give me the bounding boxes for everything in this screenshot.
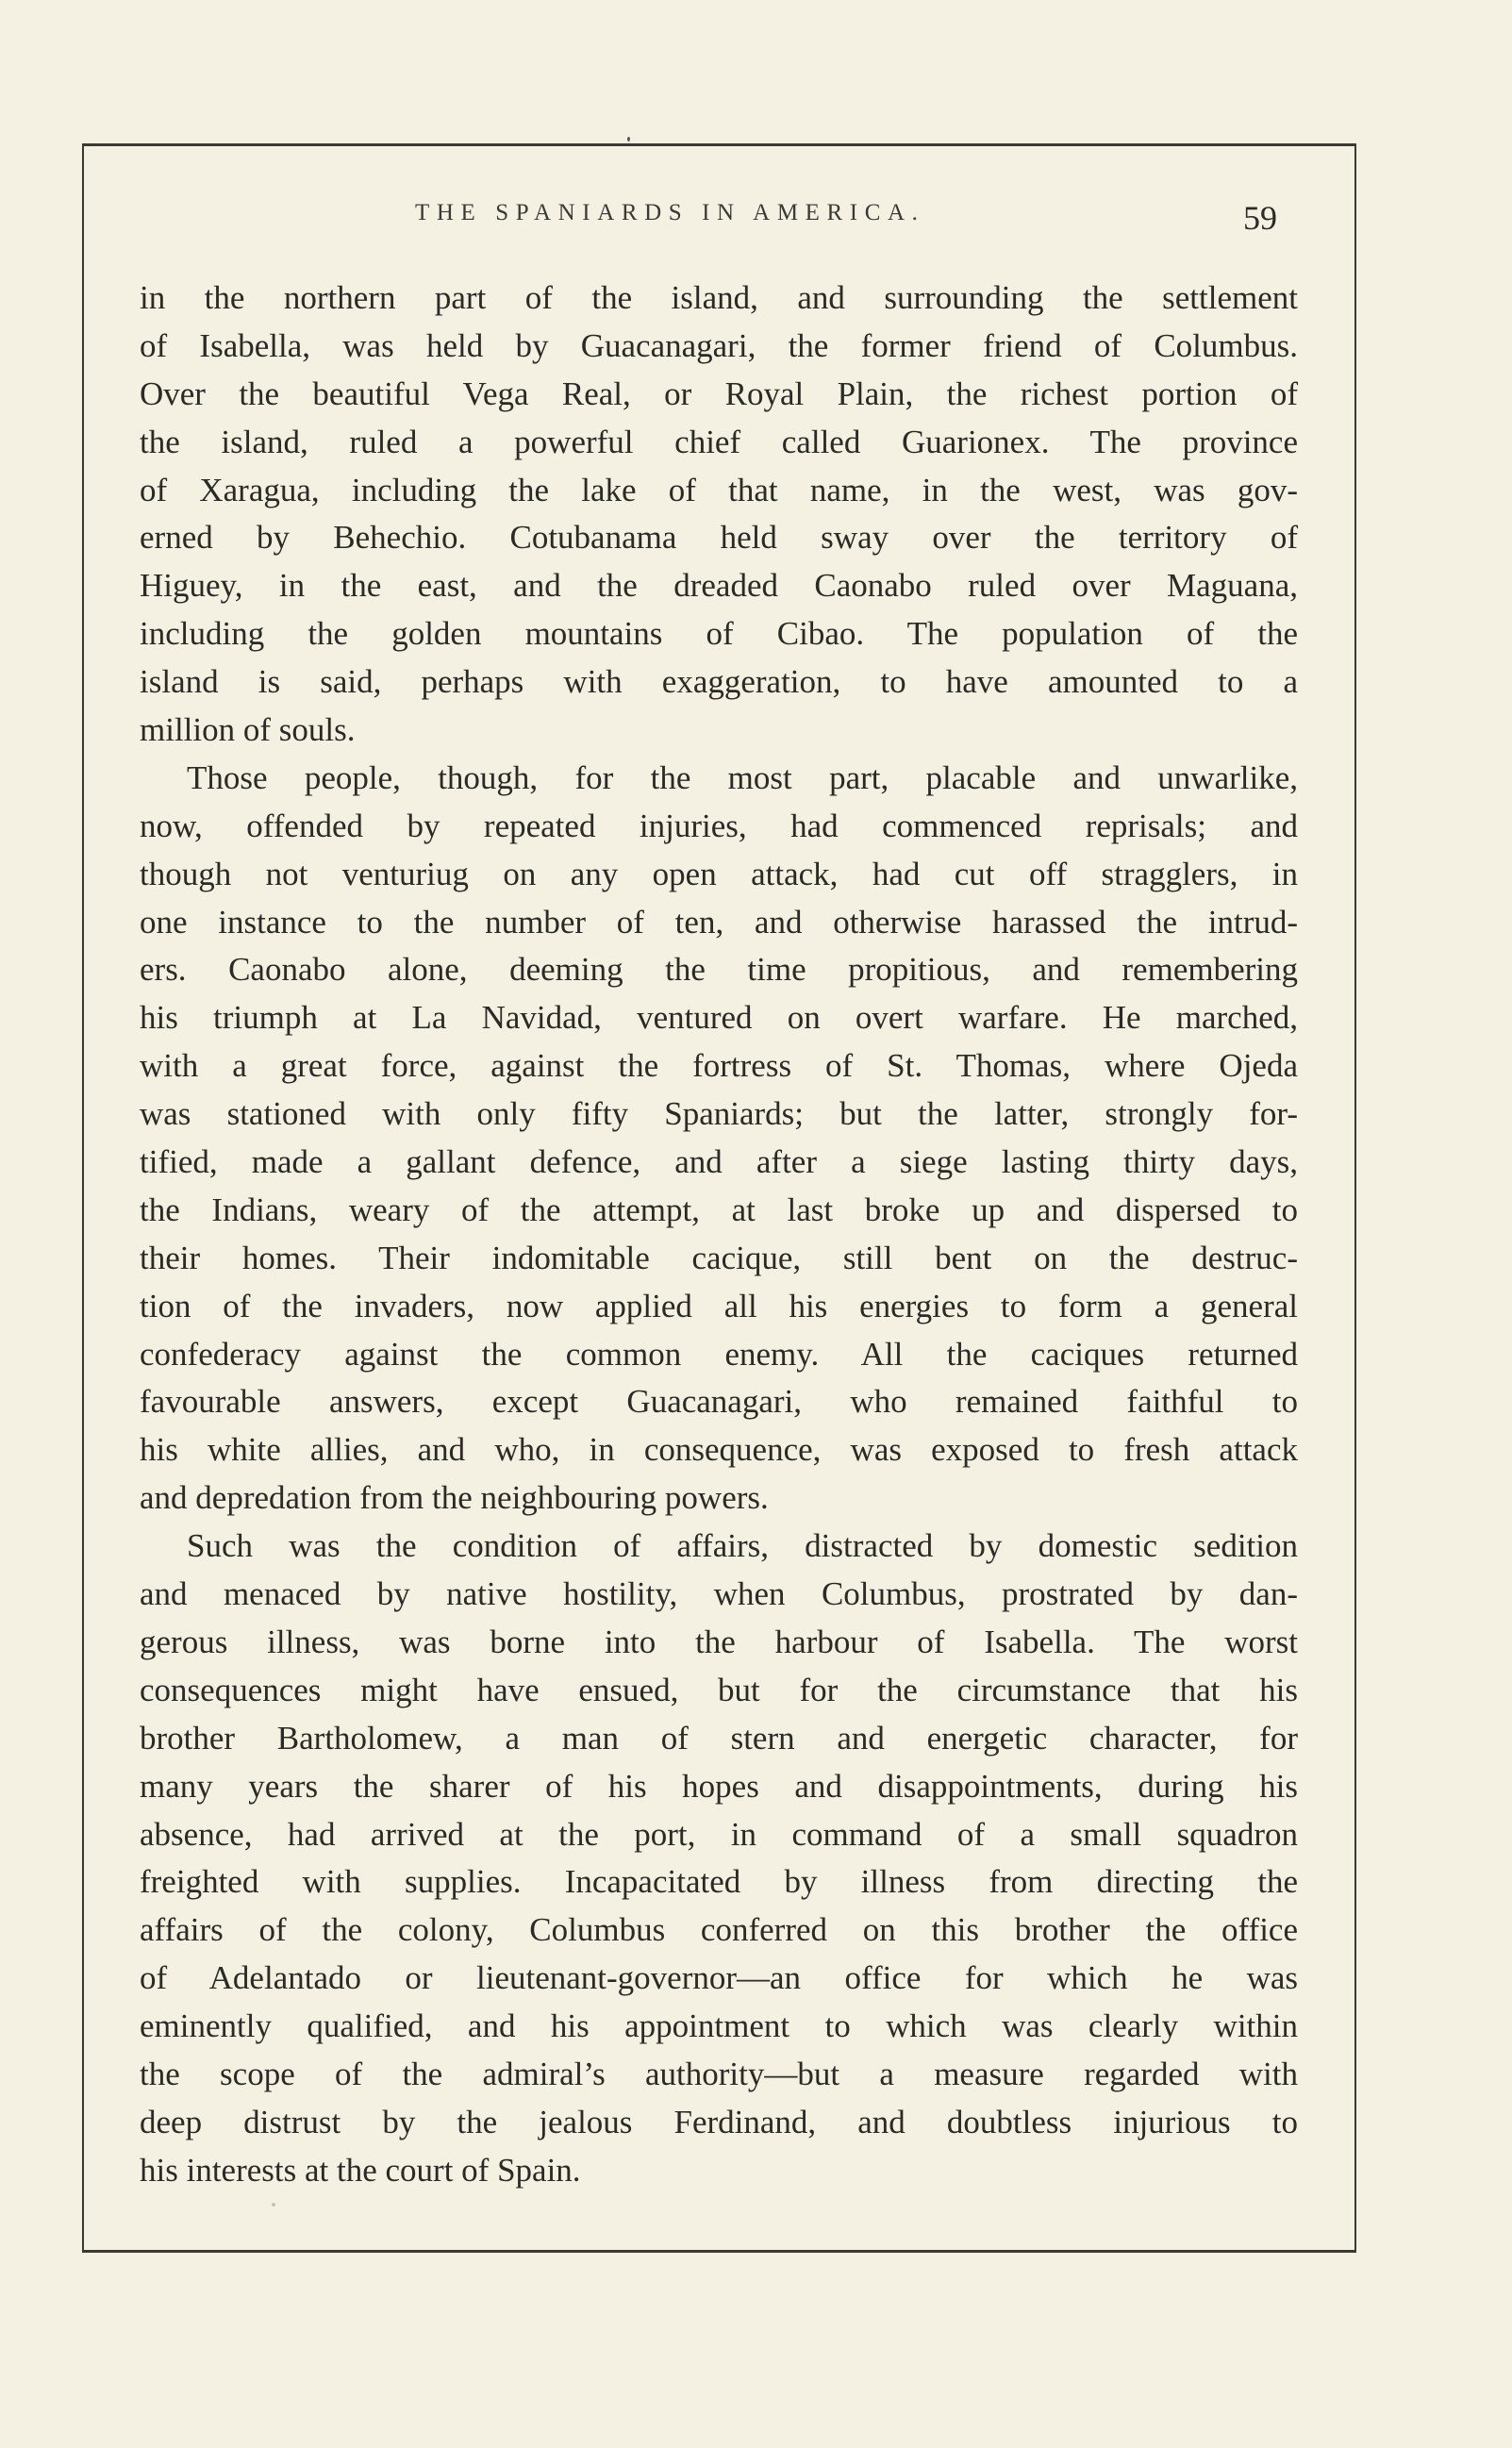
text-line: tion of the invaders, now applied all his energies to form a general — [140, 1287, 1298, 1324]
text-line: confederacy against the common enemy. All the caciques returned — [140, 1335, 1298, 1373]
text-line: freighted with supplies. Incapacitated by illness from directing the — [140, 1863, 1298, 1901]
text-line: million of souls. — [140, 711, 356, 749]
text-line: affairs of the colony, Columbus conferred on this brother the office — [140, 1911, 1298, 1949]
text-line: and depredation from the neighbouring powers. — [140, 1479, 769, 1517]
text-line: island is said, perhaps with exaggeration, to have amounted to a — [140, 663, 1298, 701]
text-line: in the northern part of the island, and surrounding the settlement — [140, 279, 1298, 316]
text-line: Those people, though, for the most part, placable and unwarlike, — [187, 758, 1298, 796]
paper-speck — [627, 137, 630, 142]
text-line: many years the sharer of his hopes and disappointments, during his — [140, 1767, 1298, 1805]
running-head: THE SPANIARDS IN AMERICA. — [415, 200, 925, 225]
paragraph-2 — [140, 755, 1298, 1523]
text-line: brother Bartholomew, a man of stern and energetic character, for — [140, 1719, 1298, 1757]
text-line: with a great force, against the fortress of St. Thomas, where Ojeda — [140, 1047, 1298, 1085]
text-line: his interests at the court of Spain. — [140, 2151, 581, 2189]
text-line: gerous illness, was borne into the harbour of Isabella. The worst — [140, 1623, 1298, 1660]
text-line: though not venturiug on any open attack, had cut off stragglers, in — [140, 855, 1298, 892]
paper-speck — [272, 2203, 275, 2207]
text-line: consequences might have ensued, but for the circumstance that his — [140, 1671, 1298, 1708]
text-line: of Adelantado or lieutenant-governor—an office for which he was — [140, 1959, 1298, 1997]
text-line: favourable answers, except Guacanagari, who remained faithful to — [140, 1383, 1298, 1421]
text-line: was stationed with only fifty Spaniards; but the latter, strongly for- — [140, 1095, 1298, 1133]
text-line: and menaced by native hostility, when Columbus, prostrated by dan- — [140, 1575, 1298, 1613]
text-line: Such was the condition of affairs, distracted by domestic sedition — [187, 1527, 1298, 1565]
paragraph-3 — [140, 1523, 1298, 2194]
text-line: the island, ruled a powerful chief called Guarionex. The province — [140, 423, 1298, 460]
paragraph-1 — [140, 275, 1298, 755]
text-line: including the golden mountains of Cibao. The population of the — [140, 615, 1298, 653]
text-line: Over the beautiful Vega Real, or Royal Plain, the richest portion of — [140, 375, 1298, 412]
text-line: tified, made a gallant defence, and after a siege lasting thirty days, — [140, 1143, 1298, 1181]
text-line: the Indians, weary of the attempt, at last broke up and dispersed to — [140, 1191, 1298, 1228]
text-line: ers. Caonabo alone, deeming the time propitious, and remembering — [140, 951, 1298, 989]
text-line: erned by Behechio. Cotubanama held sway over the territory of — [140, 519, 1298, 557]
text-line: the scope of the admiral’s authority—but a measure regarded with — [140, 2055, 1298, 2092]
text-line: of Xaragua, including the lake of that name, in the west, was gov- — [140, 471, 1298, 508]
text-line: Higuey, in the east, and the dreaded Caonabo ruled over Maguana, — [140, 567, 1298, 605]
page-number: 59 — [1243, 199, 1277, 237]
body-text — [140, 275, 1298, 2195]
text-line: his white allies, and who, in consequence, was exposed to fresh attack — [140, 1431, 1298, 1469]
text-line: now, offended by repeated injuries, had commenced reprisals; and — [140, 807, 1298, 844]
text-line: one instance to the number of ten, and otherwise harassed the intrud- — [140, 903, 1298, 941]
text-line: their homes. Their indomitable cacique, still bent on the destruc- — [140, 1239, 1298, 1276]
text-line: of Isabella, was held by Guacanagari, the former friend of Columbus. — [140, 326, 1298, 364]
text-line: eminently qualified, and his appointment to which was clearly within — [140, 2007, 1298, 2045]
text-line: his triumph at La Navidad, ventured on overt warfare. He marched, — [140, 999, 1298, 1037]
text-line: deep distrust by the jealous Ferdinand, and doubtless injurious to — [140, 2103, 1298, 2140]
text-line: absence, had arrived at the port, in command of a small squadron — [140, 1815, 1298, 1853]
